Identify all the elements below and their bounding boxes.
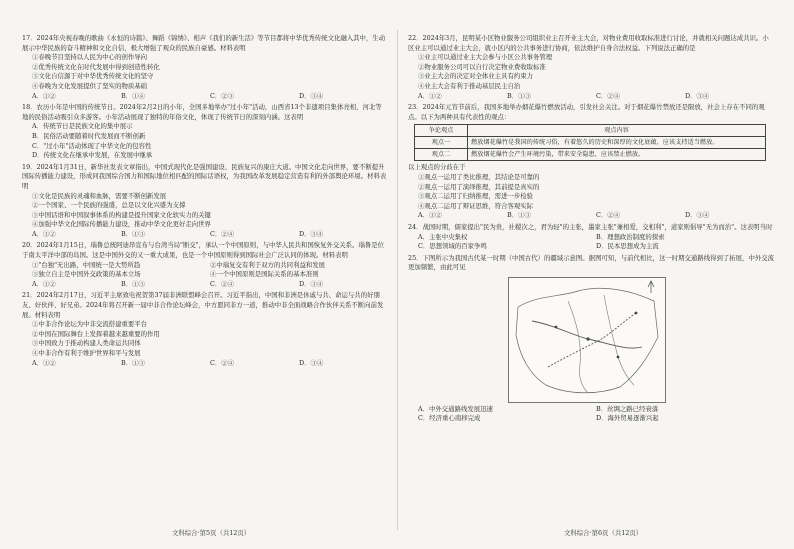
table-row [415, 149, 766, 161]
table-header: 观点内容 [468, 125, 766, 137]
question-25 [408, 254, 774, 424]
statement-option: ②中瑙复交有利于双方的共同利益和发展 [210, 260, 326, 269]
choice-a: A．①② [32, 91, 56, 100]
choice-d: D．民本思想成为主流 [596, 242, 659, 251]
statement-option: ①中非合作论坛为中非交流搭建重要平台 [32, 320, 148, 329]
choice-a: A．主张中央集权 [418, 232, 468, 241]
statement-options [22, 261, 388, 280]
choice-d: D．③④ [685, 211, 710, 220]
answer-option: B．民俗活动要随着时代发展而不断创新 [32, 131, 146, 140]
statement-option: ②观点一运用了演绎推理，其前提是真实的 [418, 182, 540, 191]
statement-option: ①业主可以通过业主大会参与小区公共事务管理 [418, 53, 553, 62]
question-stem: 23．2024年元宵节前后，我国多地举办烟花爆竹燃放活动，引发社会关注。对于烟花爆竹禁放还是限放，社会上存在不同的观点。以下为两种具有代表性的观点： [408, 103, 765, 121]
choice-b: B．①③ [121, 358, 145, 367]
right-column [408, 34, 774, 426]
answer-option: C．"过小年"活动体现了中华文化的包容性 [32, 141, 152, 150]
question-stem: 22．2024年3月，昆明某小区物业服务公司组织业主召开业主大会，对物业费用收取标准进行讨论，并就相关问题达成共识。小区业主可以通过业主大会，就小区内的公共事务进行协商，依法维护自身合法权益。下列说法正确的是 [408, 34, 769, 52]
choice-b: B．①③ [121, 279, 145, 288]
choice-b: B．①④ [121, 91, 145, 100]
question-stem: 18．农历小年是中国的传统节日。2024年2月2日的小年，全国多地举办"过小年"活动，山西省13个非遗项目集体亮相，河北等地的民俗活动吸引众多游客。小年活动展现了独特的年俗文化，体现了传统节日的深刻内涵。这表明 [22, 103, 382, 121]
choice-a: A．①② [32, 279, 56, 288]
answer-choices [22, 92, 388, 102]
choice-a: A．①② [32, 229, 56, 238]
answer-choices [408, 92, 774, 102]
statement-option: ②中国在国际舞台上发挥着越来越重要的作用 [32, 329, 160, 338]
viewpoints-table [414, 124, 766, 161]
choice-d: D．③④ [299, 91, 324, 100]
question-stem: 25．下图所示为我国古代某一时期（中国古代）的疆域示意图。据图可知，与前代相比，这一时期交通路线得到了拓展，中外交流更加频繁，由此可见 [408, 253, 775, 272]
choice-c: C．思想领域的百家争鸣 [418, 242, 487, 251]
question-22 [408, 34, 774, 101]
statement-option: ③业主大会的决定对全体业主具有约束力 [418, 72, 534, 81]
choice-d: D．③④ [299, 279, 324, 288]
choice-a: A．①② [418, 211, 442, 220]
left-column [22, 34, 388, 370]
answer-option: D．传统文化在继承中发展，在发展中继承 [32, 151, 153, 160]
statement-option: ①春晚节目坚持以人民为中心的创作导向 [32, 53, 148, 62]
answer-choices [22, 280, 388, 290]
column-divider [397, 30, 398, 530]
statement-option: ③独立自主是中国外交政策的基本立场 [32, 270, 141, 279]
choice-c: C．②④ [596, 91, 621, 100]
answer-choices [408, 211, 774, 221]
statement-option: ④业主大会有利于推动基层民主自治 [418, 81, 521, 90]
choice-d: D．③④ [299, 229, 324, 238]
statement-option: ②优秀传统文化在时代发展中得到创造性转化 [32, 62, 160, 71]
answer-choices [408, 233, 774, 252]
statement-option: ④中非合作有利于维护世界和平与发展 [32, 349, 141, 357]
choice-c: C．②④ [210, 279, 235, 288]
choice-c: C．经济重心南移完成 [418, 414, 481, 423]
choice-d: D．③④ [299, 358, 324, 367]
statement-option: ④加强中华文化国际传播能力建设，推动中华文化更好走向世界 [32, 220, 211, 229]
question-18 [22, 103, 388, 161]
answer-option: A．传统节日是民族文化的集中展示 [32, 122, 133, 131]
answer-choices [22, 359, 388, 369]
table-cell: 燃放烟花爆竹会产生环境污染，带来安全隐患，应该禁止燃放。 [468, 149, 766, 161]
choice-d: D．③④ [685, 91, 710, 100]
statement-option: ③观点二运用了归纳推理，需进一步检验 [418, 192, 534, 201]
historical-map [508, 277, 666, 403]
question-follow-up: 以上观点的分歧在于 [408, 163, 466, 172]
question-24 [408, 223, 774, 252]
choice-b: B．理想政治制度的探索 [596, 232, 665, 241]
statement-option: ①"台独"无出路，中国统一是大势所趋 [32, 260, 141, 269]
table-cell: 观点一 [415, 137, 468, 149]
question-19 [22, 163, 388, 240]
statement-option: ③文化自信源于对中华优秀传统文化的坚守 [32, 72, 154, 81]
choice-a: A．①② [32, 358, 56, 367]
statement-option: ④一个中国原则是国际关系的基本准则 [210, 270, 319, 279]
choice-b: B．①③ [121, 229, 145, 238]
statement-option: ②物业服务公司可以自行决定物业费收取标准 [418, 62, 546, 71]
statement-option: ④观点二运用了辩证思维，符合客观实际 [418, 201, 534, 210]
statement-option: ①文化是民族的灵魂和血脉，需要不断创新发展 [32, 191, 167, 200]
choice-a: A．①② [418, 91, 442, 100]
table-cell: 观点二 [415, 149, 468, 161]
question-stem: 20．2024年1月15日，瑙鲁总统阿迪昂宣布与台湾当局"断交"，承认一个中国原则，与中华人民共和国恢复外交关系。瑙鲁是位于南太平洋中部的岛国。这是中国外交的又一重大成果，也是一个中国原则得到国际社会广泛认同的体现。材料表明 [22, 241, 385, 260]
statement-option: ②一个国家、一个民族的强盛，总是以文化兴盛为支撑 [32, 201, 186, 210]
question-20 [22, 241, 388, 289]
table-header: 争论观点 [415, 125, 468, 137]
table-cell: 燃放烟花爆竹是我国的传统习俗，有着悠久的历史和深厚的文化底蕴，应该支持适当燃放。 [468, 137, 766, 149]
page-footer-left: 文科综合·第5页（共12页） [172, 529, 251, 537]
choice-c: C．②④ [210, 358, 235, 367]
choice-c: C．②③ [210, 91, 235, 100]
page-footer-right: 文科综合·第6页（共12页） [564, 529, 643, 537]
table-row [415, 137, 766, 149]
question-17 [22, 34, 388, 101]
question-23 [408, 103, 774, 221]
choice-c: C．②④ [210, 229, 235, 238]
choice-c: C．②④ [596, 211, 621, 220]
question-stem: 21．2024年2月17日，习近平主席致电祝贺第37届非洲联盟峰会召开。习近平指出，中国和非洲是休戚与共、命运与共的好朋友、好伙伴、好兄弟。2024年将召开新一届中非合作论坛峰会，中方愿同非方一道，推动中非全面战略合作伙伴关系不断向前发展。材料表明 [22, 291, 384, 319]
statement-option: ③中国话语和中国叙事体系的构建是提升国家文化软实力的关键 [32, 210, 211, 219]
choice-b: B．丝绸之路已经衰落 [596, 404, 659, 413]
statement-option: ④春晚为文化发展提供了坚实的物质基础 [32, 81, 148, 90]
answer-choices [22, 230, 388, 240]
choice-a: A．中外交通路线发展迅速 [418, 404, 493, 413]
question-stem: 24．战国时期，儒家提出"民为贵，社稷次之，君为轻"的主张，墨家主张"兼相爱，交相利"，道家则倡导"无为而治"。这表明当时 [408, 222, 773, 231]
question-21 [22, 291, 388, 368]
statement-option: ①观点一运用了类比推理，其结论是可靠的 [418, 172, 540, 181]
question-stem: 17．2024年央视春晚的歌曲《永恒的诗篇》、舞蹈《锦绣》、相声《我们的新生活》等节目都将中华优秀传统文化融入其中，生动展示中华民族的奋斗精神和文化自信，极大增强了观众的民族自豪感。材料表明 [22, 34, 386, 52]
question-stem: 19．2024年1月31日，新华社发表文章指出，中国式现代化是强国建设、民族复兴的康庄大道。中国文化走向世界，要不断提升国际传播能力建设，形成同我国综合国力和国际地位相匹配的国际话语权，为我国改革发展稳定营造有利的外部舆论环境。材料表明 [22, 162, 387, 190]
choice-b: B．①③ [507, 211, 531, 220]
statement-option: ③中国致力于推动构建人类命运共同体 [32, 339, 141, 348]
answer-choices [408, 405, 774, 424]
choice-d: D．海外贸易逐渐兴起 [596, 414, 659, 423]
choice-b: B．①③ [507, 91, 531, 100]
map-figure [508, 277, 666, 403]
